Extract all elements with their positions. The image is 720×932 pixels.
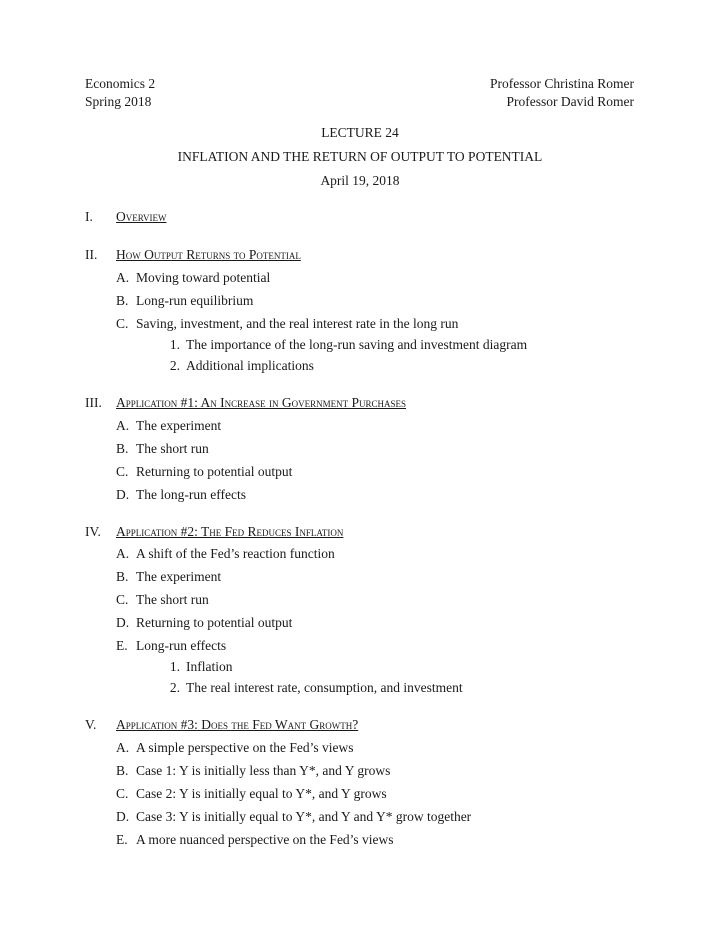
subsection-label: B. [116,763,129,778]
subsection-text: The experiment [136,418,222,433]
subsection-label: D. [116,615,130,630]
subsection-label: C. [116,464,129,479]
subsection-text: Long-run effects [136,638,227,653]
subsection-text: The short run [136,441,209,456]
subsection-label: A. [116,740,130,755]
subsection-text: Saving, investment, and the real interest rate in the long run [136,316,459,331]
item-label: 2. [169,680,180,695]
subsection-label: E. [116,638,128,653]
lecture-number: LECTURE 24 [321,125,399,140]
subsection-text: Case 2: Y is initially equal to Y*, and Y grows [136,786,387,801]
course-name: Economics 2 [85,76,156,91]
subsection-label: A. [116,418,130,433]
item-text: Inflation [186,659,233,674]
subsection-label: A. [116,546,130,561]
section-title: Application #3: Does the Fed Want Growth? [116,717,359,732]
subsection-label: D. [116,487,130,502]
item-text: The real interest rate, consumption, and investment [186,680,463,695]
subsection-text: Case 1: Y is initially less than Y*, and Y grows [136,763,391,778]
lecture-date: April 19, 2018 [320,173,400,188]
subsection-label: C. [116,316,129,331]
subsection-label: D. [116,809,130,824]
item-label: 1. [169,659,180,674]
section-number: IV. [85,524,101,539]
subsection-text: A shift of the Fed’s reaction function [136,546,335,561]
subsection-label: B. [116,293,129,308]
subsection-text: Returning to potential output [136,464,293,479]
section-number: III. [85,395,102,410]
subsection-text: A simple perspective on the Fed’s views [136,740,354,755]
subsection-text: A more nuanced perspective on the Fed’s views [136,832,394,847]
subsection-text: Returning to potential output [136,615,293,630]
section-number: I. [85,209,93,224]
section-number: II. [85,247,98,262]
subsection-text: The short run [136,592,209,607]
item-label: 1. [169,337,180,352]
subsection-text: Case 3: Y is initially equal to Y*, and Y and Y* grow together [136,809,472,824]
subsection-text: Moving toward potential [136,270,271,285]
item-text: The importance of the long-run saving and investment diagram [186,337,528,352]
subsection-text: The long-run effects [136,487,246,502]
subsection-label: C. [116,592,129,607]
section-title: How Output Returns to Potential [116,247,301,262]
item-text: Additional implications [186,358,314,373]
subsection-text: Long-run equilibrium [136,293,254,308]
section-title: Overview [116,209,167,224]
instructor-1: Professor Christina Romer [490,76,634,91]
lecture-topic: INFLATION AND THE RETURN OF OUTPUT TO POTENTIAL [177,149,543,164]
subsection-label: A. [116,270,130,285]
item-label: 2. [169,358,180,373]
course-term: Spring 2018 [85,94,152,109]
section-title: Application #1: An Increase in Government Purchases [116,395,407,410]
subsection-label: B. [116,441,129,456]
instructor-2: Professor David Romer [506,94,634,109]
subsection-label: E. [116,832,128,847]
section-number: V. [85,717,97,732]
subsection-label: B. [116,569,129,584]
subsection-text: The experiment [136,569,222,584]
subsection-label: C. [116,786,129,801]
section-title: Application #2: The Fed Reduces Inflation [116,524,344,539]
